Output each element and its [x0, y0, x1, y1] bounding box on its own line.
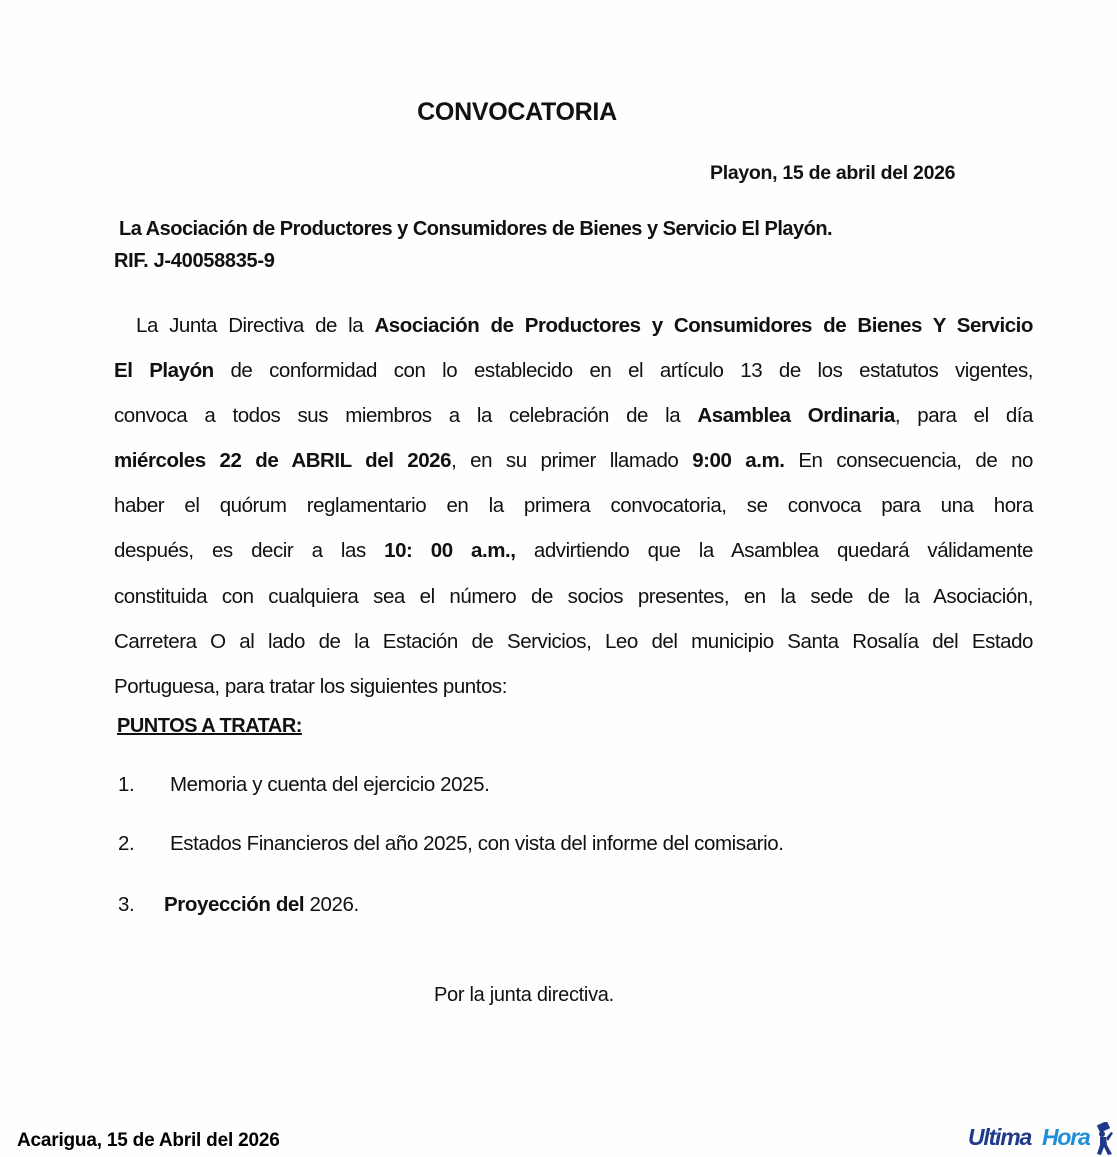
agenda-item-text	[170, 832, 784, 856]
text-run: , en su primer llamado	[451, 449, 693, 473]
agenda-item-number: 2.	[118, 832, 135, 855]
body-paragraph	[114, 303, 1033, 709]
agenda-item-text	[170, 773, 489, 797]
bold-text-run: Asociación de Productores y Consumidores de Bienes Y Servicio	[374, 314, 1033, 337]
text-run: En consecuencia, de no	[784, 449, 1034, 473]
text-run: 2026.	[304, 893, 359, 916]
text-run: constituida con cualquiera sea el número de socios presentes, en la sede de la Asociación,	[114, 584, 1033, 608]
body-line	[114, 574, 1033, 619]
bold-text-run: miércoles 22 de ABRIL del 2026	[114, 449, 452, 473]
body-line	[114, 619, 1033, 664]
body-line	[114, 438, 1033, 483]
ultima-hora-logo	[968, 1122, 1117, 1157]
logo-word-hora: Hora	[1042, 1124, 1090, 1150]
body-line	[114, 348, 1033, 393]
bold-text-run: El Playón	[114, 359, 214, 383]
agenda-item-number: 3.	[118, 893, 135, 916]
agenda-item-text	[164, 893, 359, 917]
rif-number: RIF. J-40058835-9	[114, 250, 275, 272]
text-run: convoca a todos sus miembros a la celebración de la	[114, 404, 698, 428]
bold-text-run: 10: 00 a.m.,	[384, 539, 516, 563]
text-run: , para el día	[894, 404, 1033, 428]
document-title: CONVOCATORIA	[417, 98, 617, 126]
signature-line: Por la junta directiva.	[434, 984, 614, 1006]
text-run: advirtiendo que la Asamblea quedará válidamente	[515, 539, 1034, 563]
footer-date: Acarigua, 15 de Abril del 2026	[17, 1130, 280, 1151]
text-run: después, es decir a las	[114, 539, 385, 563]
place-date: Playon, 15 de abril del 2026	[710, 162, 956, 184]
text-run: La Junta Directiva de la	[136, 314, 375, 337]
puntos-heading: PUNTOS A TRATAR:	[117, 715, 302, 737]
body-line	[114, 483, 1033, 528]
text-run: Estados Financieros del año 2025, con vista del informe del comisario.	[170, 832, 784, 855]
body-line	[114, 664, 1033, 709]
text-run: Portuguesa, para tratar los siguientes puntos:	[114, 674, 507, 698]
body-line	[114, 303, 1033, 348]
bold-text-run: 9:00 a.m.	[692, 449, 785, 473]
logo-word-ultima: Ultima	[968, 1124, 1032, 1150]
text-run: Carretera O al lado de la Estación de Servicios, Leo del municipio Santa Rosalía del Estado	[114, 629, 1033, 653]
bold-text-run: Proyección del	[164, 893, 305, 916]
text-run: haber el quórum reglamentario en la primera convocatoria, se convoca para una hora	[114, 494, 1033, 518]
body-line	[114, 528, 1033, 573]
organization-name: La Asociación de Productores y Consumidores de Bienes y Servicio El Playón.	[119, 218, 833, 240]
text-run: de conformidad con lo establecido en el artículo 13 de los estatutos vigentes,	[213, 359, 1034, 383]
agenda-item-number: 1.	[118, 773, 135, 796]
text-run: Memoria y cuenta del ejercicio 2025.	[170, 773, 490, 796]
newspaper-runner-icon	[1092, 1122, 1116, 1156]
bold-text-run: Asamblea Ordinaria	[697, 404, 895, 428]
body-line	[114, 393, 1033, 438]
